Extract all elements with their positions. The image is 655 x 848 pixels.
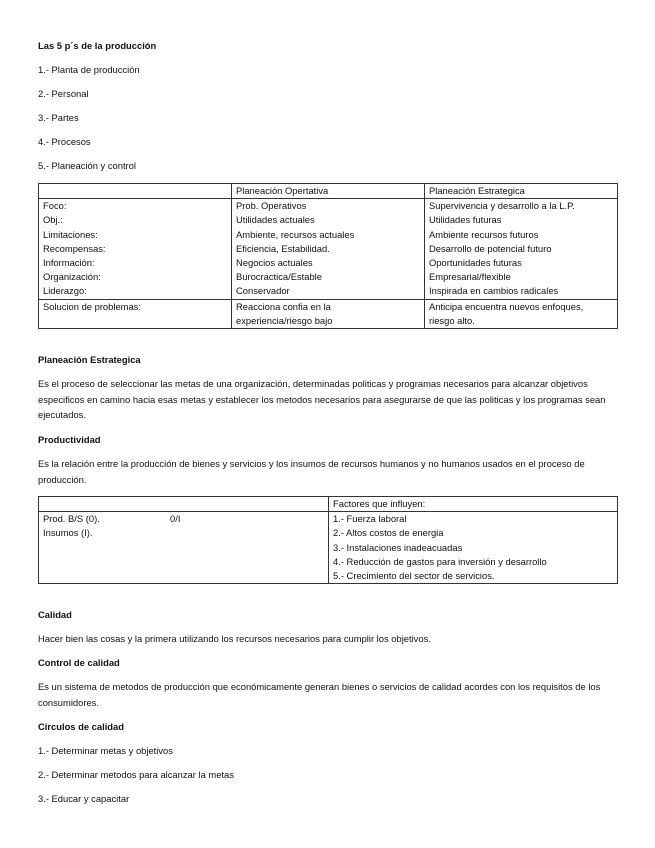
table-cell: Supervivencia y desarrollo a la L.P. <box>429 200 575 212</box>
table-row <box>39 299 618 328</box>
table-header-row <box>39 497 618 512</box>
paragraph-control: Es un sistema de metodos de producción que económicamente generan bienes o servicios de calidad acordes con los requisitos de los consumidores. <box>38 681 601 708</box>
table-header-cell <box>39 184 232 199</box>
table-factors-cell <box>329 512 618 584</box>
table-cell: Negocios actuales <box>236 257 313 269</box>
list-item-5p-3: 3.- Partes <box>38 112 79 123</box>
table-cell: Inspirada en cambios radicales <box>429 285 559 297</box>
table-estrategica-cell <box>425 299 618 328</box>
table-label: Limitaciones: <box>43 228 98 240</box>
table-cell: Oportunidades futuras <box>429 257 522 269</box>
ratio-formula: 0/I <box>170 513 181 525</box>
table-cell: experiencia/riesgo bajo <box>236 314 333 326</box>
planning-comparison-table <box>38 183 618 329</box>
list-item: 5.- Crecimiento del sector de servicios. <box>333 570 495 582</box>
table-label: Organización: <box>43 271 101 283</box>
table-cell: Anticipa encuentra nuevos enfoques, <box>429 300 584 312</box>
section-title-circulos: Circulos de calidad <box>38 721 124 732</box>
list-item-5p-4: 4.- Procesos <box>38 136 91 147</box>
table-header-row <box>39 184 618 199</box>
list-item-5p-1: 1.- Planta de producción <box>38 64 140 75</box>
table-labels-cell <box>39 199 232 299</box>
productivity-table <box>38 496 618 584</box>
table-row <box>39 512 618 584</box>
paragraph-planeacion: Es el proceso de seleccionar las metas de una organización, determinadas politicas y programas necesarios para alcanzar objetivos especificos en camino hacia esas metas y establecer los metodos necesarios para asegurarse de que las politicas y los programas sean ejecutados. <box>38 378 606 420</box>
list-item: 2.- Altos costos de energia <box>333 527 444 539</box>
list-item-5p-5: 5.- Planeación y control <box>38 160 136 171</box>
table-cell: Eficiencia, Estabilidad. <box>236 242 330 254</box>
list-item-circulos-3: 3.- Educar y capacitar <box>38 793 130 804</box>
table-header-cell <box>39 497 329 512</box>
table-label: Recompensas: <box>43 242 106 254</box>
section-title-planeacion: Planeación Estrategica <box>38 354 141 365</box>
table-label: Información: <box>43 257 95 269</box>
table-header-estrategica: Planeación Estrategica <box>425 184 618 199</box>
table-cell: riesgo alto. <box>429 314 475 326</box>
table-operativa-cell <box>232 299 425 328</box>
list-item-5p-2: 2.- Personal <box>38 88 89 99</box>
table-cell: Insumos (I). <box>43 527 93 539</box>
title-5p: Las 5 p´s de la producción <box>38 40 157 51</box>
table-cell: Utilidades futuras <box>429 214 502 226</box>
table-cell: Utilidades actuales <box>236 214 315 226</box>
table-label: Solucion de problemas: <box>39 299 232 328</box>
table-cell: Conservador <box>236 285 290 297</box>
section-title-calidad: Calidad <box>38 609 72 620</box>
table-label: Obj.: <box>43 214 63 226</box>
table-cell: Prob. Operativos <box>236 200 307 212</box>
section-title-productividad: Productividad <box>38 434 101 445</box>
table-header-factores: Factores que influyen: <box>329 497 618 512</box>
table-operativa-cell <box>232 199 425 299</box>
table-formula-cell <box>39 512 329 584</box>
table-label: Foco: <box>43 200 67 212</box>
table-cell: Ambiente, recursos actuales <box>236 228 355 240</box>
table-cell: Burocractica/Estable <box>236 271 322 283</box>
table-cell: Prod. B/S (0). <box>43 513 100 525</box>
paragraph-productividad: Es la relación entre la producción de bienes y servicios y los insumos de recursos humanos y no humanos usados en el proceso de producción. <box>38 458 585 485</box>
list-item: 1.- Fuerza laboral <box>333 513 407 525</box>
list-item-circulos-1: 1.- Determinar metas y objetivos <box>38 745 173 756</box>
list-item: 4.- Reducción de gastos para inversión y desarrollo <box>333 555 547 567</box>
table-cell: Empresarial/flexible <box>429 271 511 283</box>
list-item: 3.- Instalaciones inadeacuadas <box>333 541 463 553</box>
table-cell: Ambiente recursos futuros <box>429 228 539 240</box>
table-row <box>39 199 618 299</box>
paragraph-calidad: Hacer bien las cosas y la primera utilizando los recursos necesarios para cumplir los objetivos. <box>38 633 431 644</box>
section-title-control: Control de calidad <box>38 657 120 668</box>
table-header-operativa: Planeación Opertativa <box>232 184 425 199</box>
table-estrategica-cell <box>425 199 618 299</box>
table-label: Liderazgo: <box>43 285 87 297</box>
list-item-circulos-2: 2.- Determinar metodos para alcanzar la metas <box>38 769 234 780</box>
table-cell: Reacciona confia en la <box>236 300 331 312</box>
table-cell: Desarrollo de potencial futuro <box>429 242 552 254</box>
